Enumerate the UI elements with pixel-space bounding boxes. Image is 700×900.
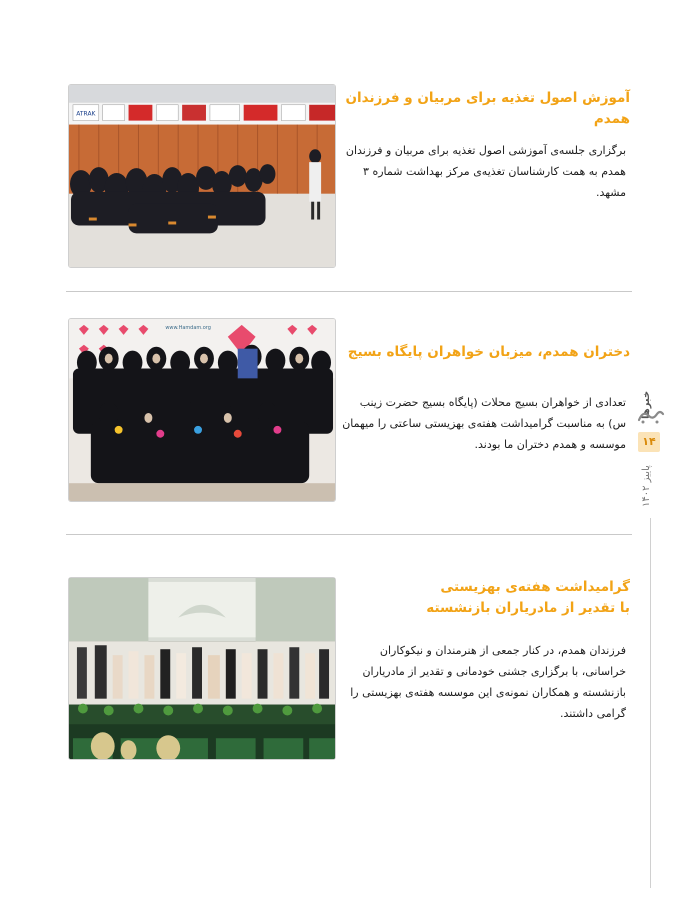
- page-number: ۱۴: [638, 432, 660, 452]
- article-2-photo: [68, 318, 336, 502]
- issue-label: پاییز ۱۴۰۲: [641, 465, 652, 507]
- article-3-photo: [68, 577, 336, 760]
- photo-sign-website: www.Hamdam.org: [165, 324, 211, 331]
- divider: [66, 291, 632, 292]
- article-2-title: دختران همدم، میزبان خواهران پایگاه بسیج: [347, 344, 630, 360]
- article-1-title: آموزش اصول تغذیه برای مربیان و فرزندان همدم: [345, 90, 630, 127]
- hamdam-logo-icon: [635, 408, 665, 426]
- article-1-body: برگزاری جلسه‌ی آموزشی اصول تغذیه برای مربیان و فرزندان همدم به همت کارشناسان تغذیه‌ی مرکز بهداشت شماره ۳ مشهد.: [345, 144, 626, 199]
- photo-sign-atrak: ATRAK: [76, 110, 96, 118]
- article-2-body: تعدادی از خواهران بسیج محلات (پایگاه بسیج حضرت زینب س) به مناسبت گرامیداشت هفته‌ی بهزیستی ساعتی را میهمان موسسه و همدم دختران ما بودند.: [342, 396, 626, 451]
- divider: [66, 534, 632, 535]
- article-3-body: فرزندان همدم، در کنار جمعی از هنرمندان و نیکوکاران خراسانی، با برگزاری جشنی خودمانی و تقدیر از مادریاران بازنشسته و همکاران نمونه‌ی این موسسه هفته‌ی بهزیستی را گرامی داشتند.: [350, 644, 626, 720]
- article-3-title-line-2: با تقدیر از مادریاران بازنشسته: [426, 600, 630, 616]
- article-1-photo: [68, 84, 336, 268]
- sidebar-line: [650, 518, 651, 888]
- section-label: خبرها: [641, 390, 652, 420]
- article-3-title-line-1: گرامیداشت هفته‌ی بهزیستی: [440, 579, 630, 595]
- article-3-title: [340, 577, 630, 619]
